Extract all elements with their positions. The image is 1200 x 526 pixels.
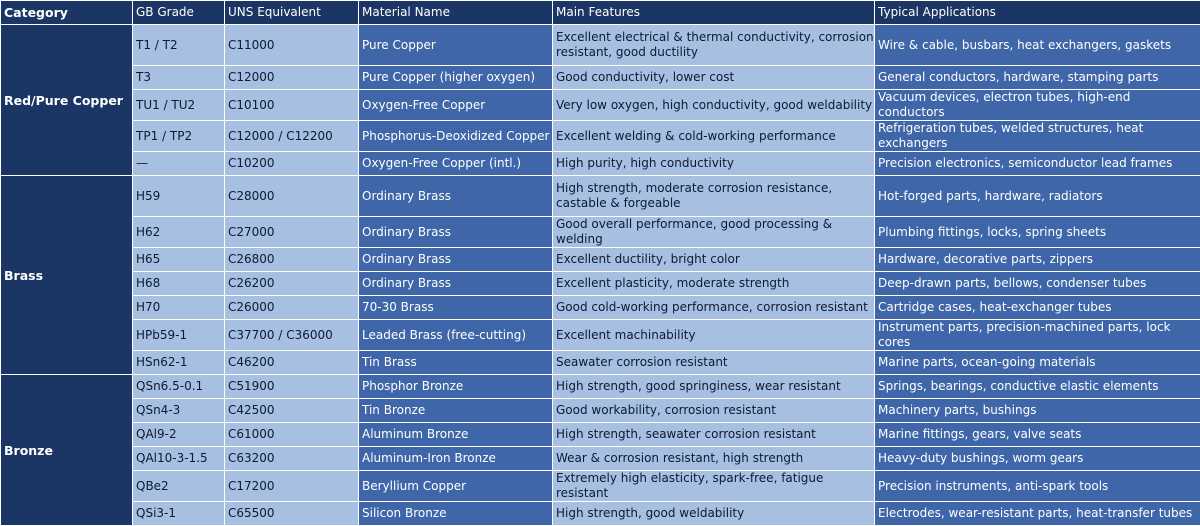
material-name-cell: Aluminum-Iron Bronze — [359, 447, 553, 471]
features-cell: Good overall performance, good processing & welding — [553, 217, 875, 248]
material-name-cell: Phosphorus-Deoxidized Copper — [359, 121, 553, 152]
uns-cell: C26800 — [225, 248, 359, 272]
applications-cell: Marine fittings, gears, valve seats — [875, 423, 1200, 447]
gb-grade-cell: QAl9-2 — [133, 423, 225, 447]
header-category: Category — [1, 1, 133, 25]
applications-cell: Hardware, decorative parts, zippers — [875, 248, 1200, 272]
features-cell: Very low oxygen, high conductivity, good weldability — [553, 90, 875, 121]
material-name-cell: Ordinary Brass — [359, 176, 553, 217]
uns-cell: C17200 — [225, 471, 359, 502]
uns-cell: C11000 — [225, 25, 359, 66]
uns-cell: C51900 — [225, 375, 359, 399]
header-gb-grade: GB Grade — [133, 1, 225, 25]
table-row — [1, 217, 1200, 248]
gb-grade-cell: HSn62-1 — [133, 351, 225, 375]
header-typical-applications: Typical Applications — [875, 1, 1200, 25]
header-row — [1, 1, 1200, 25]
uns-cell: C26000 — [225, 296, 359, 320]
material-name-cell: Ordinary Brass — [359, 272, 553, 296]
header-uns-equivalent: UNS Equivalent — [225, 1, 359, 25]
table-row — [1, 399, 1200, 423]
gb-grade-cell: H68 — [133, 272, 225, 296]
material-name-cell: Beryllium Copper — [359, 471, 553, 502]
table-row — [1, 272, 1200, 296]
table-row — [1, 351, 1200, 375]
material-name-cell: Tin Brass — [359, 351, 553, 375]
header-main-features: Main Features — [553, 1, 875, 25]
table-row — [1, 152, 1200, 176]
gb-grade-cell: T3 — [133, 66, 225, 90]
gb-grade-cell: H70 — [133, 296, 225, 320]
features-cell: High strength, good weldability — [553, 502, 875, 526]
applications-cell: Instrument parts, precision-machined parts, lock cores — [875, 320, 1200, 351]
applications-cell: Precision instruments, anti-spark tools — [875, 471, 1200, 502]
applications-cell: Precision electronics, semiconductor lead frames — [875, 152, 1200, 176]
uns-cell: C37700 / C36000 — [225, 320, 359, 351]
uns-cell: C10100 — [225, 90, 359, 121]
gb-grade-cell: TU1 / TU2 — [133, 90, 225, 121]
applications-cell: Cartridge cases, heat-exchanger tubes — [875, 296, 1200, 320]
material-name-cell: Pure Copper — [359, 25, 553, 66]
table-row — [1, 121, 1200, 152]
category-cell: Red/Pure Copper — [1, 25, 133, 176]
uns-cell: C27000 — [225, 217, 359, 248]
table-row — [1, 423, 1200, 447]
material-name-cell: Aluminum Bronze — [359, 423, 553, 447]
uns-cell: C61000 — [225, 423, 359, 447]
gb-grade-cell: H59 — [133, 176, 225, 217]
gb-grade-cell: — — [133, 152, 225, 176]
features-cell: Good conductivity, lower cost — [553, 66, 875, 90]
gb-grade-cell: H62 — [133, 217, 225, 248]
applications-cell: Vacuum devices, electron tubes, high-end conductors — [875, 90, 1200, 121]
material-name-cell: Silicon Bronze — [359, 502, 553, 526]
gb-grade-cell: QSi3-1 — [133, 502, 225, 526]
gb-grade-cell: QSn4-3 — [133, 399, 225, 423]
table-row — [1, 502, 1200, 526]
features-cell: Good cold-working performance, corrosion resistant — [553, 296, 875, 320]
uns-cell: C42500 — [225, 399, 359, 423]
gb-grade-cell: QAl10-3-1.5 — [133, 447, 225, 471]
applications-cell: Heavy-duty bushings, worm gears — [875, 447, 1200, 471]
features-cell: Good workability, corrosion resistant — [553, 399, 875, 423]
features-cell: Excellent machinability — [553, 320, 875, 351]
table-row — [1, 25, 1200, 66]
uns-cell: C10200 — [225, 152, 359, 176]
table-row — [1, 248, 1200, 272]
material-name-cell: Tin Bronze — [359, 399, 553, 423]
material-name-cell: Ordinary Brass — [359, 248, 553, 272]
features-cell: High strength, good springiness, wear resistant — [553, 375, 875, 399]
uns-cell: C46200 — [225, 351, 359, 375]
table-row — [1, 176, 1200, 217]
material-name-cell: Oxygen-Free Copper (intl.) — [359, 152, 553, 176]
features-cell: Excellent ductility, bright color — [553, 248, 875, 272]
table-row — [1, 375, 1200, 399]
table-row — [1, 296, 1200, 320]
applications-cell: Deep-drawn parts, bellows, condenser tubes — [875, 272, 1200, 296]
applications-cell: Springs, bearings, conductive elastic elements — [875, 375, 1200, 399]
gb-grade-cell: TP1 / TP2 — [133, 121, 225, 152]
table-row — [1, 320, 1200, 351]
applications-cell: Machinery parts, bushings — [875, 399, 1200, 423]
material-name-cell: 70-30 Brass — [359, 296, 553, 320]
uns-cell: C12000 — [225, 66, 359, 90]
gb-grade-cell: T1 / T2 — [133, 25, 225, 66]
features-cell: Extremely high elasticity, spark-free, fatigue resistant — [553, 471, 875, 502]
table-row — [1, 471, 1200, 502]
category-cell: Brass — [1, 176, 133, 375]
uns-cell: C28000 — [225, 176, 359, 217]
features-cell: Excellent welding & cold-working performance — [553, 121, 875, 152]
material-name-cell: Oxygen-Free Copper — [359, 90, 553, 121]
gb-grade-cell: HPb59-1 — [133, 320, 225, 351]
uns-cell: C65500 — [225, 502, 359, 526]
applications-cell: Wire & cable, busbars, heat exchangers, gaskets — [875, 25, 1200, 66]
gb-grade-cell: QBe2 — [133, 471, 225, 502]
features-cell: High purity, high conductivity — [553, 152, 875, 176]
gb-grade-cell: H65 — [133, 248, 225, 272]
uns-cell: C12000 / C12200 — [225, 121, 359, 152]
table-row — [1, 90, 1200, 121]
uns-cell: C26200 — [225, 272, 359, 296]
header-material-name: Material Name — [359, 1, 553, 25]
table-row — [1, 447, 1200, 471]
features-cell: High strength, seawater corrosion resistant — [553, 423, 875, 447]
material-name-cell: Leaded Brass (free-cutting) — [359, 320, 553, 351]
features-cell: Seawater corrosion resistant — [553, 351, 875, 375]
material-name-cell: Ordinary Brass — [359, 217, 553, 248]
features-cell: Excellent electrical & thermal conductivity, corrosion resistant, good ductility — [553, 25, 875, 66]
applications-cell: Electrodes, wear-resistant parts, heat-transfer tubes — [875, 502, 1200, 526]
material-name-cell: Pure Copper (higher oxygen) — [359, 66, 553, 90]
uns-cell: C63200 — [225, 447, 359, 471]
applications-cell: Plumbing fittings, locks, spring sheets — [875, 217, 1200, 248]
applications-cell: Marine parts, ocean-going materials — [875, 351, 1200, 375]
table-row — [1, 66, 1200, 90]
category-cell: Bronze — [1, 375, 133, 526]
features-cell: Wear & corrosion resistant, high strength — [553, 447, 875, 471]
applications-cell: General conductors, hardware, stamping parts — [875, 66, 1200, 90]
gb-grade-cell: QSn6.5-0.1 — [133, 375, 225, 399]
applications-cell: Hot-forged parts, hardware, radiators — [875, 176, 1200, 217]
material-name-cell: Phosphor Bronze — [359, 375, 553, 399]
features-cell: High strength, moderate corrosion resistance, castable & forgeable — [553, 176, 875, 217]
features-cell: Excellent plasticity, moderate strength — [553, 272, 875, 296]
applications-cell: Refrigeration tubes, welded structures, heat exchangers — [875, 121, 1200, 152]
